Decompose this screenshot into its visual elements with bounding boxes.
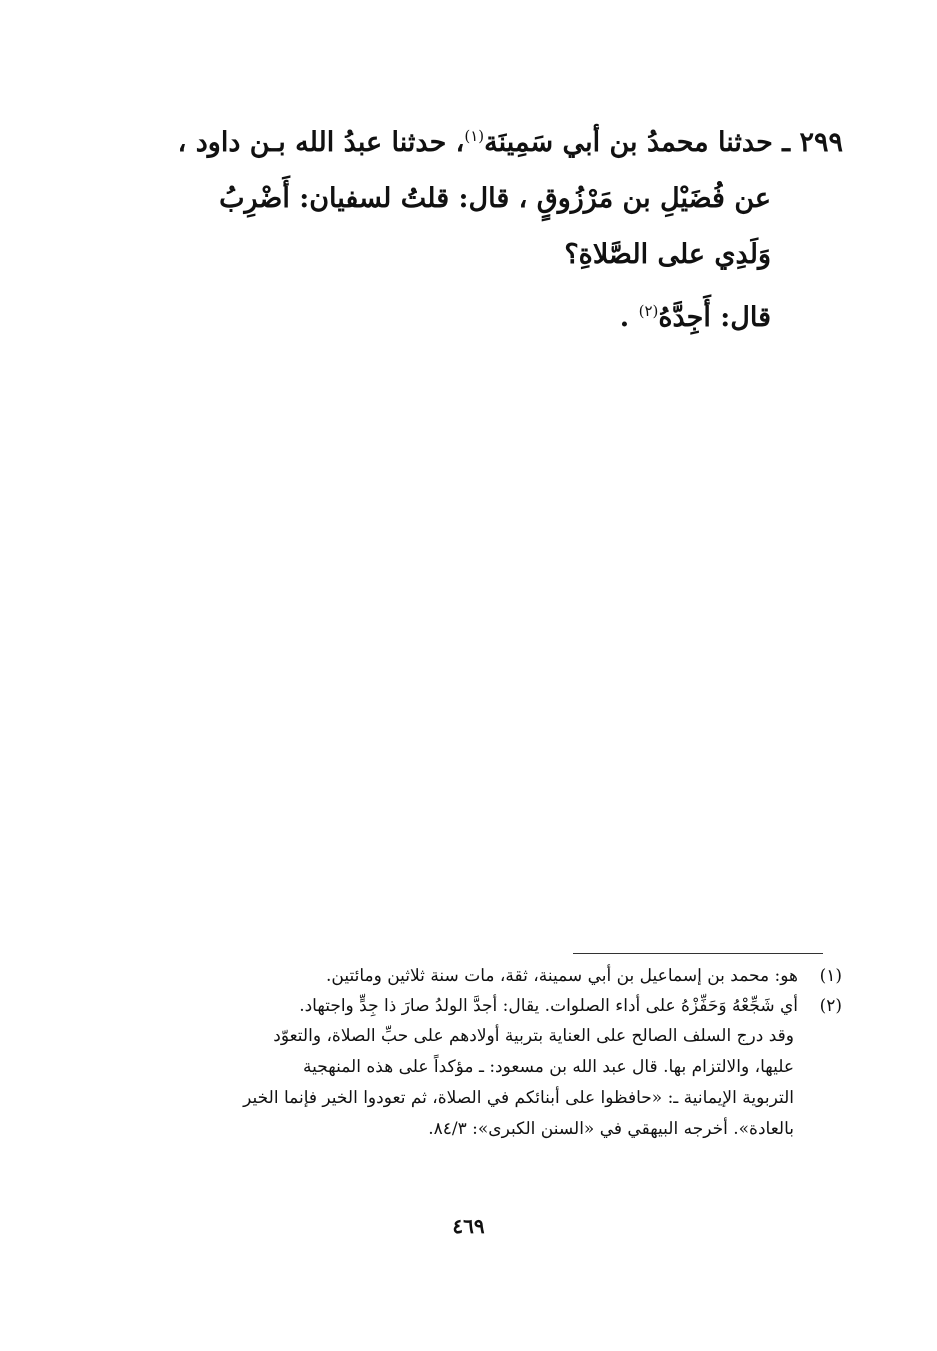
hadith-line-2: عن فُضَيْلِ بن مَرْزُوقٍ ، قال: قلتُ لسفيان: أَضْرِبُ	[219, 183, 771, 214]
footnote-ref-2: (٢)	[638, 302, 659, 320]
footnote-2-text-line-1: أي شَجِّعْهُ وَحَفِّزْهُ على أداء الصلوات. يقال: أجدَّ الولدُ صارَ ذا جِدٍّ واجتهاد.	[299, 996, 798, 1016]
footnote-2	[142, 991, 842, 1021]
hadith-line-4-end: .	[619, 302, 630, 333]
footnote-1	[142, 961, 842, 991]
footnote-2-text-line-5: بالعادة». أخرجه البيهقي في «السنن الكبرى»: ٨٤/٣.	[428, 1119, 794, 1139]
footnote-2-text-line-4: التربوية الإيمانية ـ: «حافظوا على أبنائكم في الصلاة، ثم تعودوا الخير فإنما الخير	[243, 1088, 794, 1108]
page-number: ٤٦٩	[452, 1214, 485, 1238]
footnotes	[142, 961, 842, 1145]
hadith-text	[143, 108, 843, 346]
hadith-line-4	[143, 283, 843, 346]
footnote-2-text-line-2: وقد درج السلف الصالح على العناية بتربية أولادهم على حبِّ الصلاة، والتعوّد	[273, 1026, 794, 1046]
hadith-line-4-start: قال: أَجِدَّهُ	[658, 302, 771, 333]
footnote-1-text: هو: محمد بن إسماعيل بن أبي سمينة، ثقة، مات سنة ثلاثين ومائتين.	[326, 966, 798, 986]
hadith-line-1	[143, 108, 843, 171]
hadith-line-1-end: ، حدثنا عبدُ الله بـن داود ،	[177, 127, 465, 158]
footnote-ref-1: (١)	[464, 127, 485, 145]
footnote-1-number: (١)	[819, 966, 842, 986]
hadith-line-3: وَلَدِي على الصَّلاةِ؟	[564, 239, 771, 270]
footnote-2-text-line-3: عليها، والالتزام بها. قال عبد الله بن مسعود: ـ مؤكداً على هذه المنهجية	[303, 1057, 794, 1077]
footnote-2-number: (٢)	[819, 996, 842, 1016]
hadith-line-1-start: ٢٩٩ ـ حدثنا محمدُ بن أبي سَمِينَة	[484, 127, 843, 158]
footnote-divider	[573, 953, 823, 954]
